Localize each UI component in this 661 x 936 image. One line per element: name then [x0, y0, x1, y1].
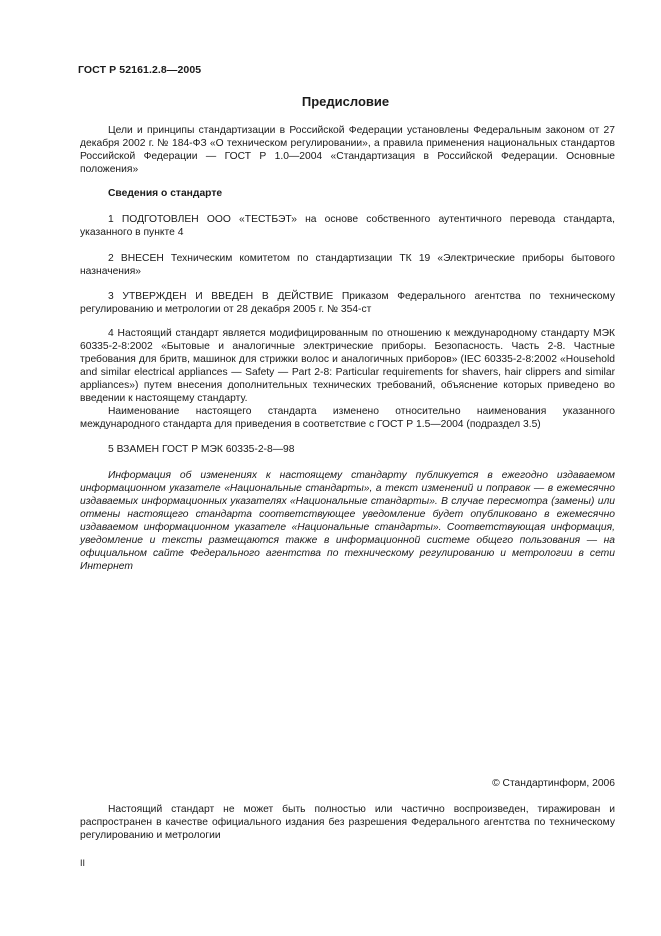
standard-item-2-text: 2 ВНЕСЕН Техническим комитетом по стандартизации ТК 19 «Электрические приборы бытового назначения» — [80, 253, 615, 277]
copyright-line — [80, 777, 615, 790]
standard-item-1-text: 1 ПОДГОТОВЛЕН ООО «ТЕСТБЭТ» на основе собственного аутентичного перевода стандарта, указанного в пункте 4 — [80, 214, 615, 238]
standard-item-4-text: 4 Настоящий стандарт является модифицированным по отношению к международному стандарту МЭК 60335-2-8:2002 «Бытовые и аналогичные электрические приборы. Безопасность. Часть 2-8. Частные требования для бритв, машинок для стрижки волос и аналогичных приборов» (IEC 60335-2-8:2002 «Household and similar electrical appliances — Safety — Part 2-8: Particular requirements for shavers, hair clippers and similar appliances») путем внесения дополнительных технических требований, объяснение которых приведено во введении к настоящему стандарту. — [80, 328, 615, 404]
standard-item-5 — [80, 443, 615, 456]
intro-text: Цели и принципы стандартизации в Российской Федерации установлены Федеральным законом от 27 декабря 2002 г. № 184-ФЗ «О техническом регулировании», а правила применения национальных стандартов Российской Федерации — ГОСТ Р 1.0—2004 «Стандартизация в Российской Федерации. Основные положения» — [80, 125, 615, 175]
standard-item-5-text: 5 ВЗАМЕН ГОСТ Р МЭК 60335-2-8—98 — [108, 444, 295, 455]
page-number: II — [80, 858, 86, 868]
intro-paragraph — [80, 124, 615, 176]
standard-item-3 — [80, 290, 615, 316]
copyright-text: © Стандартинформ, 2006 — [492, 778, 615, 789]
page-title: Предисловие — [301, 94, 390, 109]
standard-item-2 — [80, 252, 615, 278]
reproduction-notice-text: Настоящий стандарт не может быть полностью или частично воспроизведен, тиражирован и распространен в качестве официального издания без разрешения Федерального агентства по техническому регулированию и метрологии — [80, 804, 615, 841]
info-notice-text: Информация об изменениях к настоящему стандарту публикуется в ежегодно издаваемом информационном указателе «Национальные стандарты», а текст изменений и поправок — в ежемесячно издаваемых информационных указателях «Национальные стандарты». В случае пересмотра (замены) или отмены настоящего стандарта соответствующее уведомление будет опубликовано в ежемесячно издаваемом информационном указателе «Национальные стандарты». Соответствующая информация, уведомление и тексты размещаются также в информационной системе общего пользования — на официальном сайте Федерального агентства по техническому регулированию и метрологии в сети Интернет — [80, 470, 615, 572]
standard-info-heading: Сведения о стандарте — [108, 188, 223, 199]
reproduction-notice — [80, 803, 615, 842]
standard-info-heading-block — [80, 187, 615, 200]
standard-item-4-note: Наименование настоящего стандарта изменено относительно наименования указанного международного стандарта для приведения в соответствие с ГОСТ Р 1.5—2004 (подраздел 3.5) — [80, 406, 615, 430]
document-code-header: ГОСТ Р 52161.2.8—2005 — [78, 64, 202, 76]
standard-item-3-text: 3 УТВЕРЖДЕН И ВВЕДЕН В ДЕЙСТВИЕ Приказом Федерального агентства по техническому регулированию и метрологии от 28 декабря 2005 г. № 354-ст — [80, 291, 615, 315]
info-notice — [80, 469, 615, 573]
standard-item-4 — [80, 327, 615, 431]
standard-item-1 — [80, 213, 615, 239]
